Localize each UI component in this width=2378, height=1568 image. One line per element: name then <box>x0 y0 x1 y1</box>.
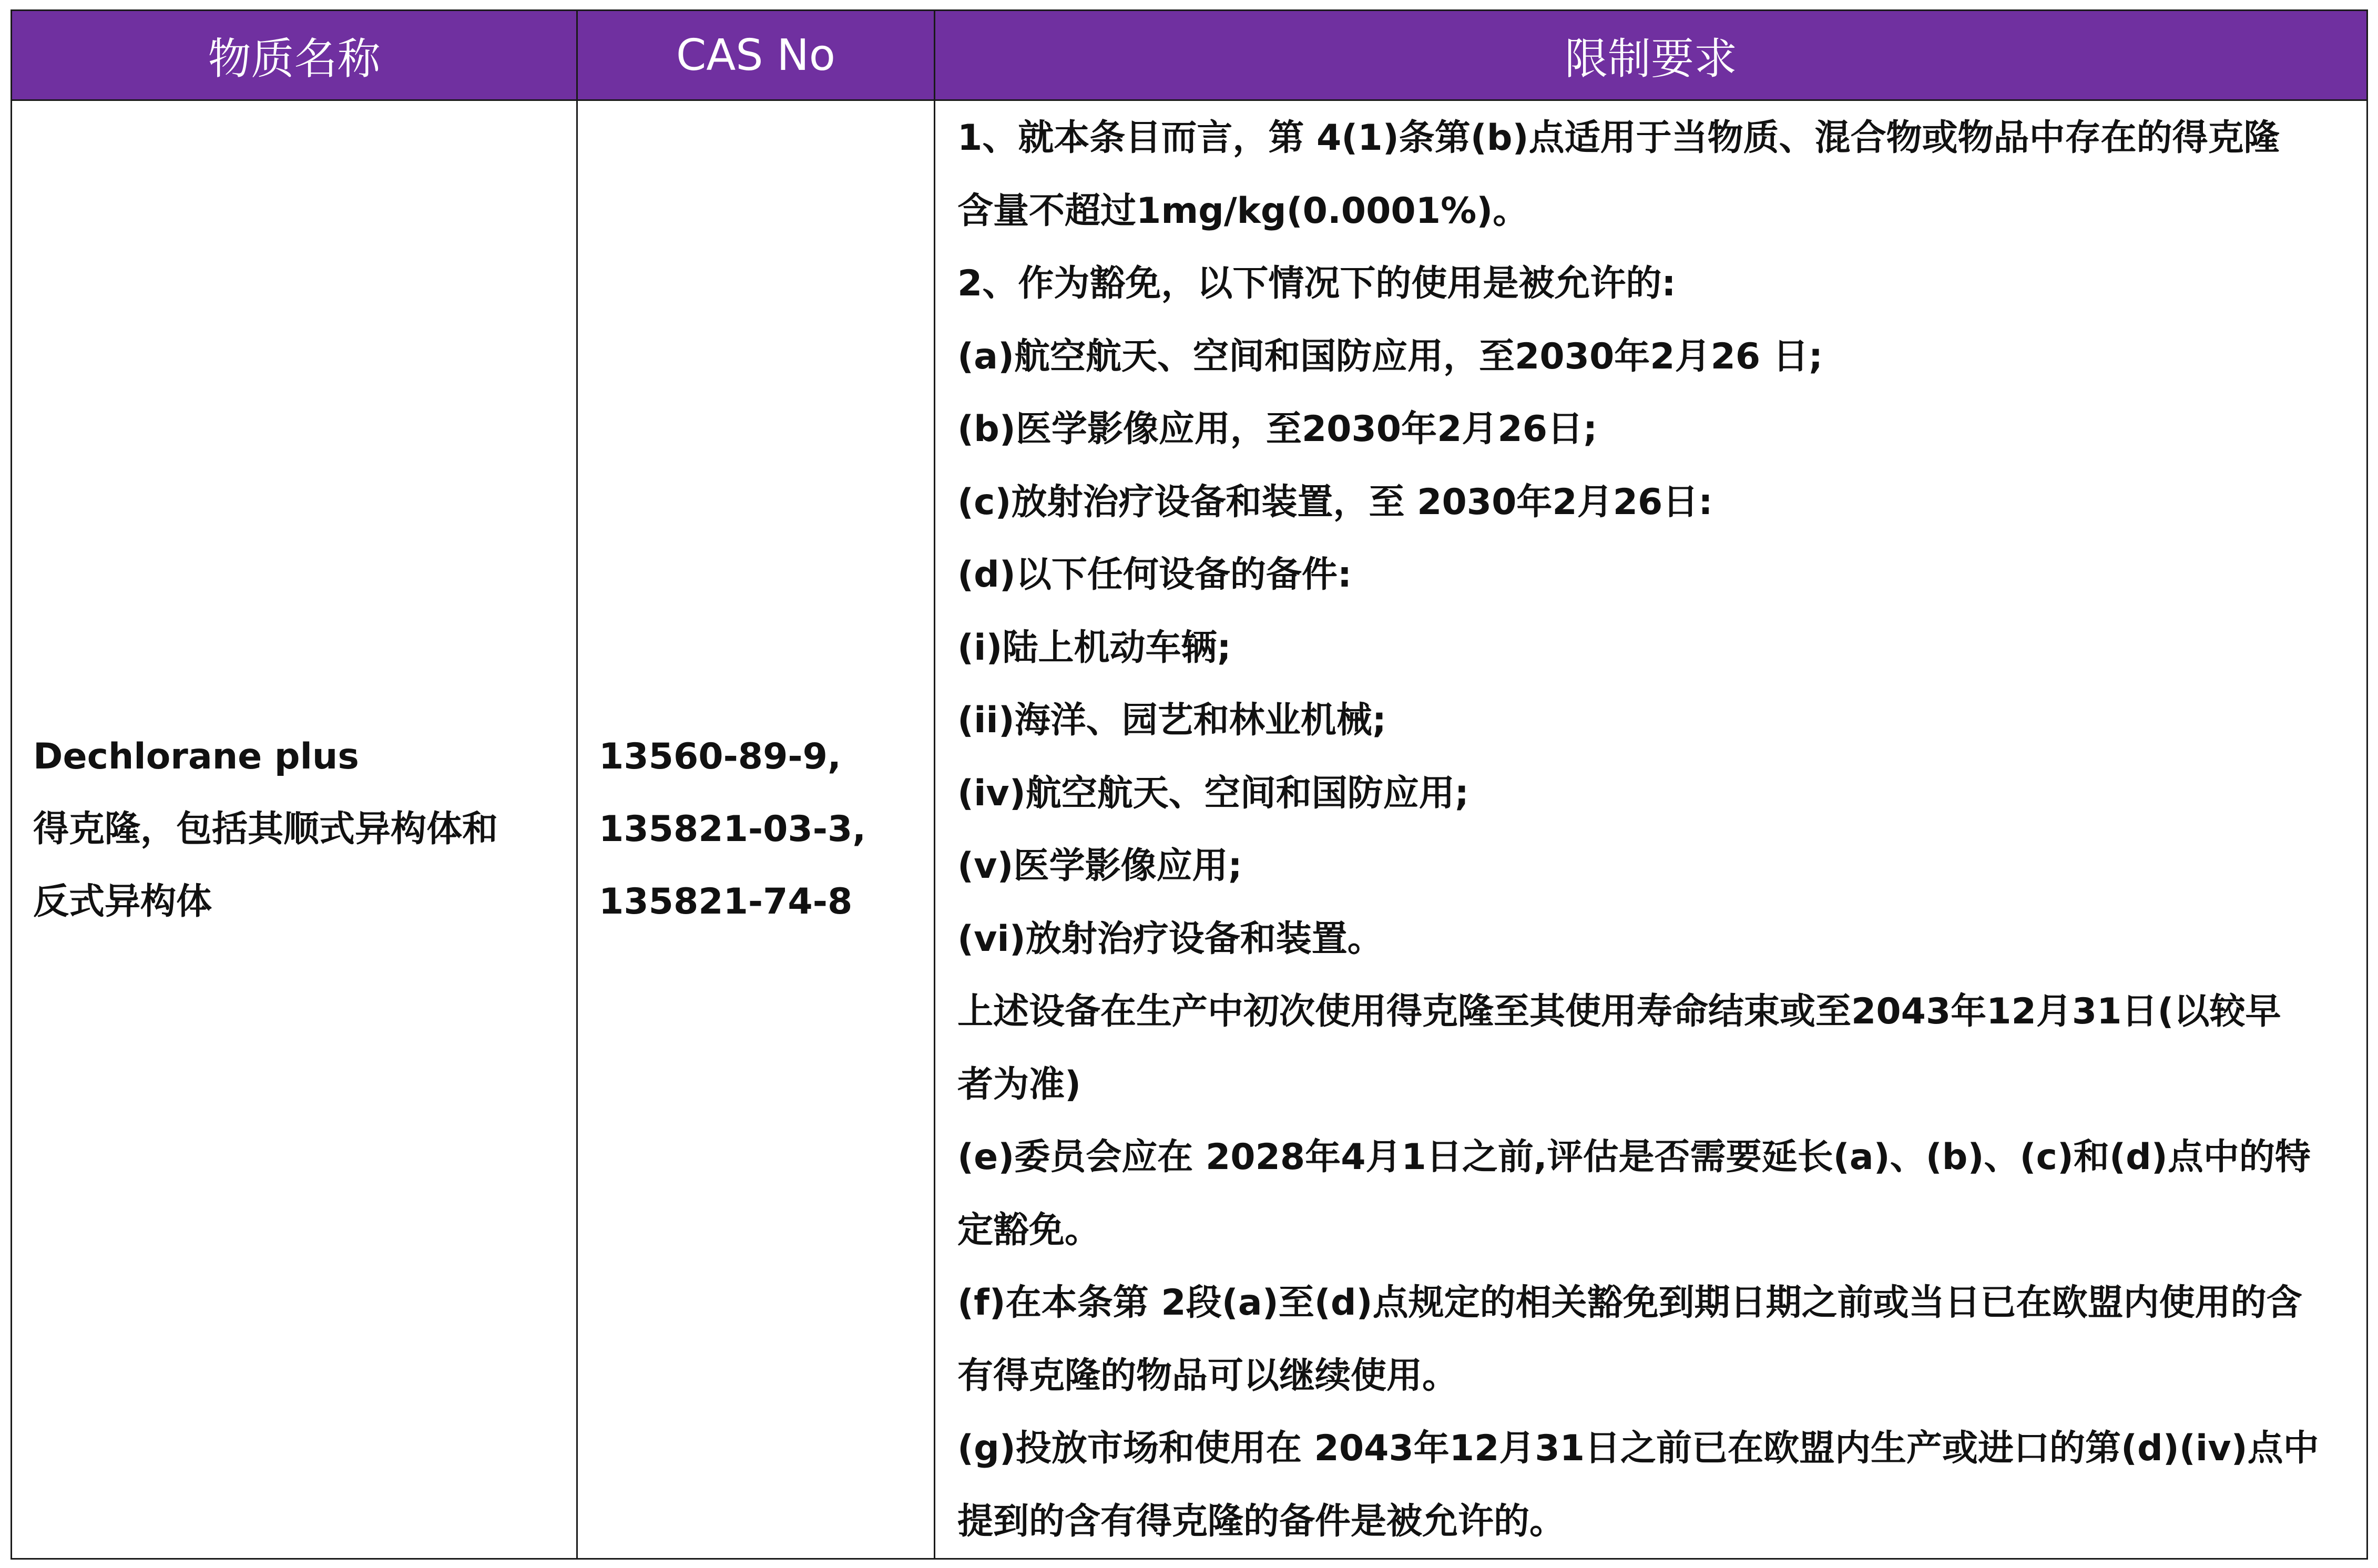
requirement-line: 提到的含有得克隆的备件是被允许的。 <box>957 1500 1566 1542</box>
requirement-line: 定豁免。 <box>957 1209 1101 1251</box>
requirement-line: (iv)航空航天、空间和国防应用; <box>957 772 1469 814</box>
requirement-line: 者为准) <box>957 1063 1081 1105</box>
header-cas-no: CAS No <box>577 11 935 100</box>
substance-name-line: 反式异构体 <box>33 881 212 923</box>
requirement-line: (f)在本条第 2段(a)至(d)点规定的相关豁免到期日期之前或当日已在欧盟内使用的含 <box>957 1282 2302 1324</box>
requirement-line: (b)医学影像应用，至2030年2月26日; <box>957 408 1598 450</box>
substance-name-cell <box>12 100 577 1559</box>
cas-number-line: 135821-74-8 <box>599 881 853 923</box>
requirement-line: (c)放射治疗设备和装置，至 2030年2月26日: <box>957 481 1713 523</box>
requirement-line: (i)陆上机动车辆; <box>957 627 1231 669</box>
cas-number-line: 135821-03-3, <box>599 808 866 850</box>
requirement-line: 2、作为豁免，以下情况下的使用是被允许的: <box>957 263 1676 304</box>
header-requirements: 限制要求 <box>935 11 2367 100</box>
requirements-cell <box>935 100 2367 1559</box>
requirements-text <box>957 102 2345 1558</box>
requirement-line: 有得克隆的物品可以继续使用。 <box>957 1355 1458 1397</box>
requirement-line: (e)委员会应在 2028年4月1日之前,评估是否需要延长(a)、(b)、(c)和(d)点中的特 <box>957 1136 2311 1178</box>
requirement-line: (d)以下任何设备的备件: <box>957 554 1352 596</box>
requirement-line: 1、就本条目而言，第 4(1)条第(b)点适用于当物质、混合物或物品中存在的得克隆 <box>957 117 2280 159</box>
substance-name-line: Dechlorane plus <box>33 736 359 777</box>
requirement-line: (g)投放市场和使用在 2043年12月31日之前已在欧盟内生产或进口的第(d)(iv)点中 <box>957 1428 2319 1469</box>
restriction-table <box>11 9 2368 1560</box>
requirement-line: (a)航空航天、空间和国防应用，至2030年2月26 日; <box>957 335 1823 377</box>
requirement-line: (vi)放射治疗设备和装置。 <box>957 918 1383 960</box>
cas-number-cell <box>577 100 935 1559</box>
requirement-line: 上述设备在生产中初次使用得克隆至其使用寿命结束或至2043年12月31日(以较早 <box>957 991 2281 1032</box>
table-row <box>12 100 2367 1559</box>
requirement-line: (v)医学影像应用; <box>957 845 1242 887</box>
header-substance-name: 物质名称 <box>12 11 577 100</box>
requirement-line: (ii)海洋、园艺和林业机械; <box>957 700 1386 741</box>
cas-number-line: 13560-89-9, <box>599 736 841 777</box>
substance-name-line: 得克隆，包括其顺式异构体和 <box>33 808 498 850</box>
requirement-line: 含量不超过1mg/kg(0.0001%)。 <box>957 190 1529 232</box>
table-header-row <box>12 11 2367 100</box>
